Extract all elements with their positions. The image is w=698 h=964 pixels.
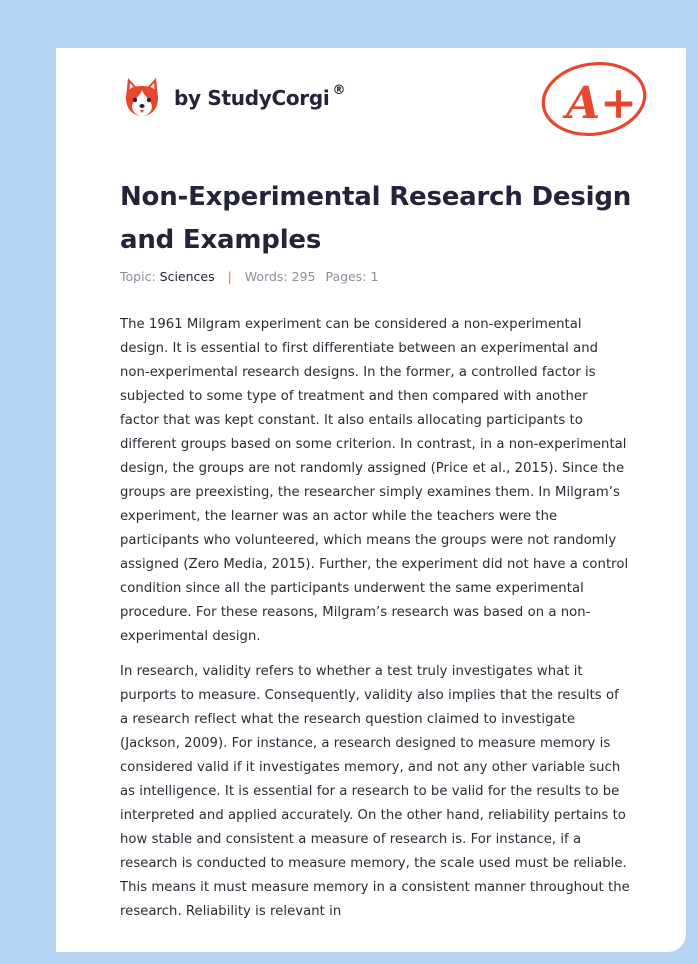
pages-count: 1	[370, 269, 379, 284]
essay-body	[120, 313, 630, 935]
topic-link[interactable]: Sciences	[159, 269, 215, 284]
a-plus-grade-icon	[538, 58, 650, 140]
brand-name: by StudyCorgi ®	[174, 83, 346, 110]
paragraph: In research, validity refers to whether a test truly investigates what it purports to measure. Consequently, validity also implies that the results of a research reflect what the research question claimed to investigate (Jackson, 2009). For instance, a research designed to measure memory is considered valid if it investigates memory, and not any other variable such as intelligence. It is essential for a research to be valid for the results to be interpreted and applied accurately. On the other hand, reliability pertains to how stable and consistent a measure of research is. For instance, if a research is conducted to measure memory, the scale used must be reliable. This means it must measure memory in a consistent manner throughout the research. Reliability is relevant in	[120, 664, 630, 919]
pages-label: Pages:	[325, 269, 367, 284]
words-count: 295	[291, 269, 316, 284]
document-page	[56, 48, 686, 952]
registered-mark: ®	[332, 83, 346, 99]
essay-title: Non-Experimental Research Design and Examples	[120, 182, 632, 255]
corgi-logo-icon	[122, 76, 162, 120]
essay-meta	[120, 269, 378, 284]
meta-separator: |	[227, 269, 232, 284]
words-label: Words:	[244, 269, 288, 284]
topic-label: Topic:	[120, 269, 156, 284]
brand-header[interactable]	[122, 76, 345, 120]
grade-text: A+	[566, 78, 638, 129]
paragraph: The 1961 Milgram experiment can be considered a non-experimental design. It is essential to first differentiate between an experimental and non-experimental research designs. In the former, a controlled factor is subjected to some type of treatment and then compared with another factor that was kept constant. It also entails allocating participants to different groups based on some criterion. In contrast, in a non-experimental design, the groups are not randomly assigned (Price et al., 2015). Since the groups are preexisting, the researcher simply examines them. In Milgram’s experiment, the learner was an actor while the teachers were the participants who volunteered, which means the groups were not randomly assigned (Zero Media, 2015). Further, the experiment did not have a control condition since all the participants underwent the same experimental procedure. For these reasons, Milgram’s research was based on a non-experimental design.	[120, 317, 629, 644]
